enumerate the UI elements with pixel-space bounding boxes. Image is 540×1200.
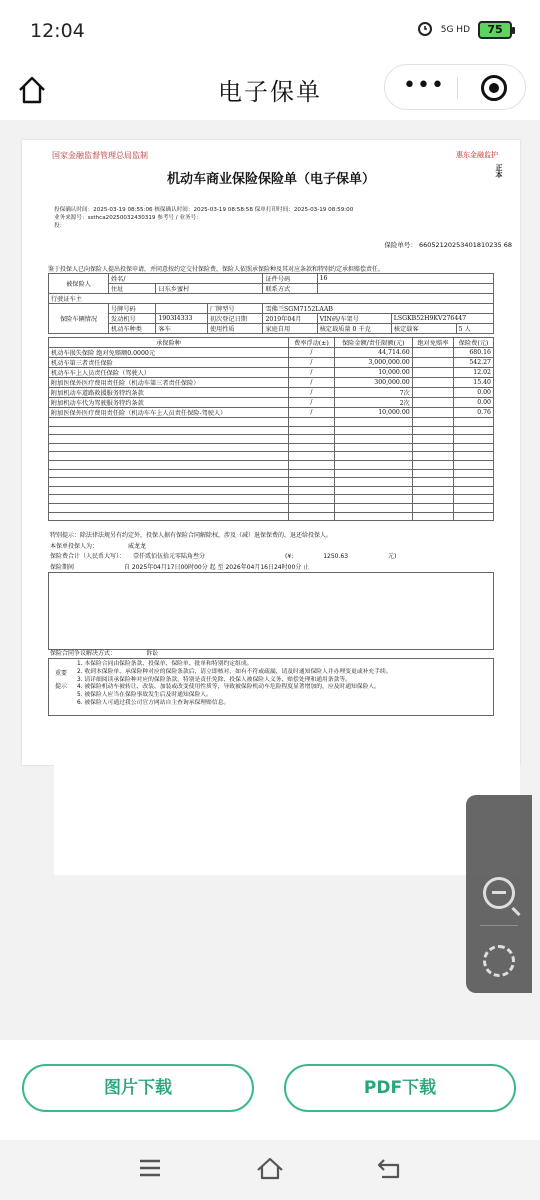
coverage-row: [49, 388, 494, 398]
tip-item: 4. 被保险机动车被转让、改装、加装或改变使用性质等，导致被保险机动车危险程度显著增加的，应及时通知保险人。: [77, 684, 381, 691]
seal-text: 惠东金融监护: [456, 151, 498, 159]
coverage-cell: 7次: [334, 388, 412, 398]
coverage-header-cell: 保险费(元): [454, 338, 494, 348]
label: 保险合同争议解决方式：: [50, 650, 117, 657]
coverage-cell: 0.76: [454, 408, 494, 418]
rotate-icon[interactable]: [483, 945, 515, 977]
empty-cell: [334, 503, 412, 512]
empty-cell: [49, 469, 289, 478]
cell: 曰东乡蜜村: [156, 284, 263, 294]
system-nav-bar: [0, 1140, 540, 1200]
cell-text: 5: [458, 326, 463, 333]
coverage-cell: 附加医保外医疗费用责任险（机动车车上人员责任保险-驾驶人）: [49, 408, 289, 418]
empty-cell: [49, 426, 289, 435]
vehicle-info-table: [48, 273, 494, 334]
empty-cell: [49, 418, 289, 427]
cell-text: 0: [352, 326, 357, 333]
download-bar: [0, 1040, 540, 1140]
coverage-cell: 3,000,000.00: [334, 358, 412, 368]
empty-cell: [49, 460, 289, 469]
empty-row: [49, 418, 494, 427]
empty-cell: [289, 495, 335, 504]
page-title: 电子保单: [218, 78, 322, 106]
empty-cell: [289, 452, 335, 461]
cell: 姓名/: [109, 274, 263, 284]
status-icons: [417, 20, 512, 40]
empty-cell: [289, 512, 335, 521]
meta-info: [54, 206, 353, 230]
coverage-cell: /: [289, 398, 335, 408]
coverage-cell: [412, 368, 453, 378]
coverage-cell: 44,714.60: [334, 348, 412, 358]
empty-cell: [454, 486, 494, 495]
empty-cell: [454, 435, 494, 444]
empty-cell: [289, 426, 335, 435]
coverage-row: [49, 368, 494, 378]
document-title: 机动车商业保险保险单（电子保单）: [166, 172, 375, 187]
battery-icon: 75: [478, 21, 512, 39]
zoom-panel: [466, 795, 532, 993]
special-note: 特别提示：除法律法规另有约定外，投保人据有保险合同解除权，涉及（减）退保保费的，退还给投保人。: [50, 532, 333, 539]
empty-cell: [454, 452, 494, 461]
cell-text: 千克: [358, 326, 371, 333]
cell: [317, 324, 391, 334]
value: 壹仟贰佰伍拾元零陆角叁分: [133, 553, 206, 560]
cell: 初次登记日期: [207, 314, 263, 324]
coverage-cell: 附加机动车道路救援服务特约条款: [49, 388, 289, 398]
empty-cell: [412, 495, 453, 504]
signal-icon: 5G HD: [440, 24, 470, 35]
empty-cell: [289, 478, 335, 487]
intro-text: 鉴于投保人已向保险人提出投保申请，并同意按约定交付保险费，保险人依照承保险种及其对应条款和特别约定承担赔偿责任。: [48, 266, 385, 273]
cell: [156, 304, 207, 314]
policy-number: 保险单号： 66052120253401810235 68: [384, 241, 512, 249]
empty-cell: [289, 469, 335, 478]
coverage-header-cell: 绝对免赔率: [412, 338, 453, 348]
value: 威龙龙: [128, 543, 147, 550]
more-icon[interactable]: •••: [403, 73, 445, 98]
empty-cell: [289, 460, 335, 469]
empty-cell: [412, 503, 453, 512]
empty-cell: [49, 478, 289, 487]
coverage-cell: 10,000.00: [334, 408, 412, 418]
insurance-period: [50, 562, 309, 571]
coverage-cell: [412, 378, 453, 388]
nav-bar: [0, 64, 540, 120]
coverage-cell: 12.02: [454, 368, 494, 378]
empty-cell: [412, 418, 453, 427]
coverage-row: [49, 358, 494, 368]
coverage-cell: /: [289, 348, 335, 358]
empty-row: [49, 426, 494, 435]
beneficiary: [50, 541, 146, 550]
dispute-method: [50, 648, 158, 657]
coverage-cell: [412, 408, 453, 418]
empty-cell: [454, 469, 494, 478]
coverage-cell: 680.16: [454, 348, 494, 358]
value: (¥:: [285, 553, 294, 560]
cell: 核定载客: [391, 324, 456, 334]
special-terms-box: [48, 572, 494, 650]
cell: 保险车辆情况: [49, 304, 109, 334]
meta-line: 业务来源号：ssthca20250032430319 参考号 / 业务号：: [54, 215, 202, 221]
tip-item: 3. 请详细阅读承保险种对应的保险条款，特别是责任免除、投保人被保险人义务、赔偿处理和通用条款等。: [77, 676, 352, 683]
cell-text: 人: [464, 326, 471, 333]
cell: 2019年04月: [263, 314, 317, 324]
capsule-divider: [457, 77, 458, 99]
empty-cell: [454, 418, 494, 427]
empty-cell: [412, 478, 453, 487]
cell: 家庭自用: [263, 324, 317, 334]
tip-item: 6. 被保险人可通过我公司官方网站自主查询承保理赔信息。: [77, 699, 230, 706]
empty-row: [49, 512, 494, 521]
important-tips: [48, 658, 494, 716]
empty-cell: [412, 443, 453, 452]
coverage-cell: /: [289, 408, 335, 418]
empty-cell: [454, 443, 494, 452]
cell: 住址: [109, 284, 156, 294]
empty-cell: [334, 469, 412, 478]
value: 诉讼: [146, 650, 159, 657]
menu-icon[interactable]: [138, 1156, 162, 1184]
empty-cell: [334, 426, 412, 435]
cell: 发动机号: [109, 314, 156, 324]
empty-row: [49, 452, 494, 461]
empty-cell: [412, 435, 453, 444]
panel-divider: [480, 925, 518, 926]
meta-line: 投保确认时间：2025-03-19 08:55:06 核保确认时间：2025-03-19 08:58:58 保单打印时间：2025-03-19 08:59:00: [54, 207, 354, 213]
empty-cell: [289, 486, 335, 495]
cell: 证件号码: [263, 274, 317, 284]
label: 本保单投保人为：: [50, 543, 99, 550]
coverage-header-cell: 保险金额/责任限额(元): [334, 338, 412, 348]
empty-cell: [412, 452, 453, 461]
cell: 被保险人: [49, 274, 109, 294]
premium-total: [50, 551, 396, 560]
empty-cell: [454, 426, 494, 435]
coverage-cell: 0.00: [454, 398, 494, 408]
coverage-cell: 机动车损失保险 绝对免赔额0.0000元: [49, 348, 289, 358]
empty-row: [49, 503, 494, 512]
cell: 雪佛兰SGM7152LAAB: [263, 304, 494, 314]
empty-cell: [334, 452, 412, 461]
label: 保险费合计（人民币大写）：: [50, 553, 126, 560]
empty-cell: [334, 435, 412, 444]
empty-row: [49, 478, 494, 487]
mini-program-capsule: [384, 64, 526, 110]
empty-row: [49, 469, 494, 478]
status-bar: [0, 0, 540, 64]
empty-cell: [412, 426, 453, 435]
coverage-row: [49, 378, 494, 388]
cell: 厂牌型号: [207, 304, 263, 314]
cell-text: 核定载质量: [319, 326, 351, 333]
clock: 12:04: [30, 20, 85, 42]
empty-cell: [49, 495, 289, 504]
coverage-row: [49, 408, 494, 418]
close-mini-program-icon[interactable]: [481, 75, 507, 101]
empty-cell: [334, 443, 412, 452]
tip-item: 2. 收到本保险单、承保险种对应的保险条款后，请立即核对，如有不符或疏漏，请及时通知保险人并办理变更或补充手续。: [77, 668, 392, 675]
coverage-cell: 2次: [334, 398, 412, 408]
empty-row: [49, 460, 494, 469]
coverage-cell: /: [289, 388, 335, 398]
empty-cell: [412, 486, 453, 495]
coverage-cell: [412, 388, 453, 398]
empty-row: [49, 486, 494, 495]
coverage-header-cell: 承保险种: [49, 338, 289, 348]
empty-cell: [334, 478, 412, 487]
value: 元): [388, 553, 397, 560]
cell: 号牌号码: [109, 304, 156, 314]
value: 1250.63: [323, 553, 349, 560]
empty-cell: [334, 460, 412, 469]
empty-cell: [49, 512, 289, 521]
tip-item: 5. 被保险人应当在保险事故发生后及时通知保险人。: [77, 692, 212, 699]
empty-cell: [289, 503, 335, 512]
empty-cell: [49, 503, 289, 512]
empty-cell: [49, 435, 289, 444]
empty-cell: [334, 495, 412, 504]
empty-row: [49, 495, 494, 504]
coverage-row: [49, 398, 494, 408]
tips-label: 重要提示: [55, 670, 68, 690]
coverage-cell: 机动车车上人员责任保险（驾驶人）: [49, 368, 289, 378]
alarm-icon: [417, 20, 433, 40]
empty-cell: [334, 418, 412, 427]
coverage-cell: 机动车第三者责任保险: [49, 358, 289, 368]
empty-cell: [334, 512, 412, 521]
empty-row: [49, 443, 494, 452]
label: 保险期间: [50, 564, 75, 571]
coverage-cell: [412, 398, 453, 408]
coverage-cell: /: [289, 368, 335, 378]
empty-cell: [454, 503, 494, 512]
cell: 联系方式: [263, 284, 317, 294]
cell: LSGKB52H9KV276447: [391, 314, 493, 324]
cell: [456, 324, 493, 334]
tip-item: 1. 本保险合同由保险条款、投保单、保险单、批单和特别约定组成。: [77, 661, 253, 667]
empty-cell: [454, 495, 494, 504]
coverage-cell: /: [289, 378, 335, 388]
empty-row: [49, 435, 494, 444]
coverage-table: [48, 337, 494, 521]
empty-cell: [49, 452, 289, 461]
empty-cell: [49, 443, 289, 452]
empty-cell: [412, 460, 453, 469]
image-download-button[interactable]: 图片下载: [22, 1064, 254, 1112]
empty-cell: [289, 435, 335, 444]
pdf-download-button[interactable]: PDF下载: [284, 1064, 516, 1112]
cell: [317, 284, 493, 294]
policy-document-page-edge: [54, 765, 520, 875]
back-icon[interactable]: [376, 1156, 402, 1184]
empty-cell: [289, 443, 335, 452]
zoom-out-icon[interactable]: [483, 877, 515, 909]
empty-cell: [412, 512, 453, 521]
cell: 1903I4333: [156, 314, 207, 324]
policy-document: [22, 140, 520, 765]
empty-cell: [49, 486, 289, 495]
coverage-cell: [412, 358, 453, 368]
coverage-cell: 542.27: [454, 358, 494, 368]
cell: 行驶证车主: [49, 294, 494, 304]
original-mark: 正本: [495, 164, 503, 178]
home-nav-icon[interactable]: [256, 1156, 284, 1184]
value: 自 2025年04月17日00时00分 起 至 2026年04月16日24时00分 止: [124, 564, 310, 571]
coverage-cell: 15.40: [454, 378, 494, 388]
coverage-cell: /: [289, 358, 335, 368]
cell: 机动车种类: [109, 324, 156, 334]
coverage-cell: 300,000.00: [334, 378, 412, 388]
empty-cell: [454, 512, 494, 521]
coverage-cell: 附加机动车代为驾驶服务特约条款: [49, 398, 289, 408]
meta-line: 投：: [54, 223, 66, 229]
coverage-row: [49, 348, 494, 358]
coverage-header-cell: 费率浮动(±): [289, 338, 335, 348]
cell: 客车: [156, 324, 207, 334]
cell: 使用性质: [207, 324, 263, 334]
coverage-cell: [412, 348, 453, 358]
coverage-cell: 10,000.00: [334, 368, 412, 378]
empty-cell: [412, 469, 453, 478]
coverage-cell: 附加医保外医疗费用责任险（机动车第三者责任保险）: [49, 378, 289, 388]
empty-cell: [454, 478, 494, 487]
coverage-cell: 0.00: [454, 388, 494, 398]
empty-cell: [334, 486, 412, 495]
cell: 16: [317, 274, 493, 284]
cell: VIN码/车架号: [317, 314, 391, 324]
regulator-text: 国家金融监督管理总局监制: [52, 151, 148, 160]
empty-cell: [454, 460, 494, 469]
empty-cell: [289, 418, 335, 427]
